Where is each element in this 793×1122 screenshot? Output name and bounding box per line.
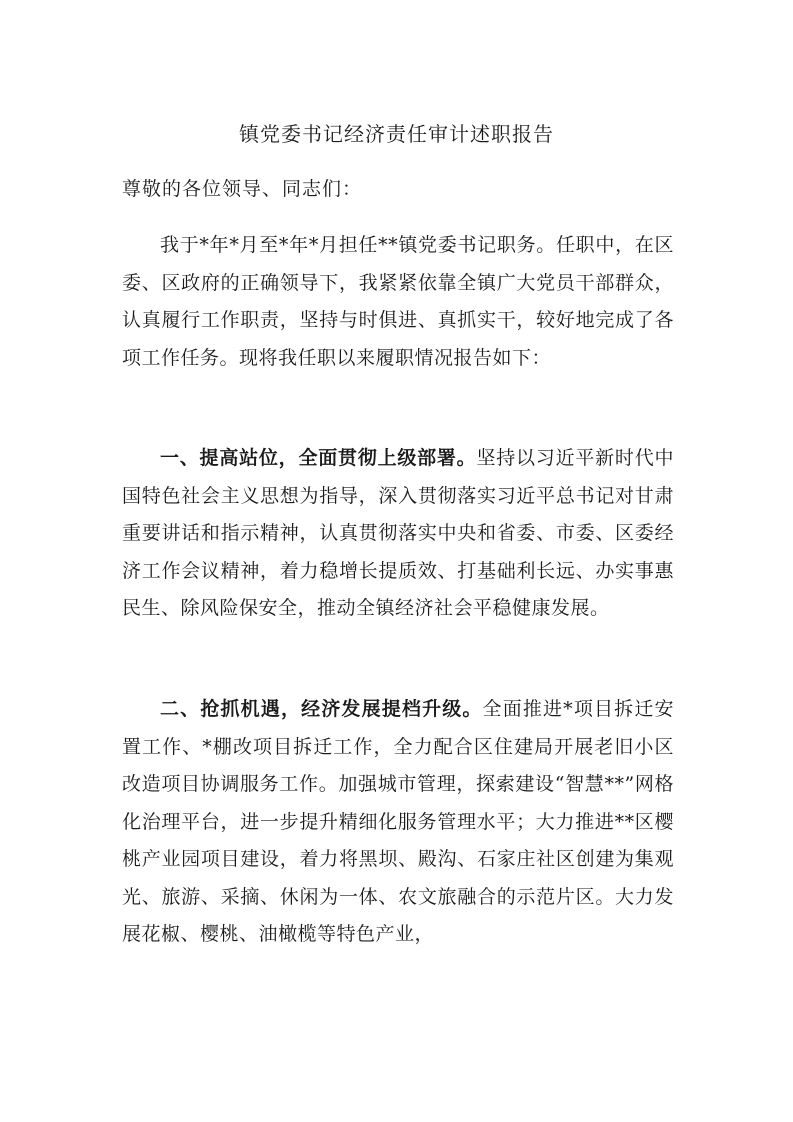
paragraph-lead: 一、提高站位，全面贯彻上级部署。 (160, 447, 477, 469)
paragraph-text: 坚持以习近平新时代中国特色社会主义思想为指导，深入贯彻落实习近平总书记对甘肃重要讲话和指示精神，认真贯彻落实中央和省委、市委、区委经济工作会议精神，着力稳增长提质效、打基础利长远、办实事惠民生、除风险保安全，推动全镇经济社会平稳健康发展。 (122, 447, 674, 619)
paragraph-section-2 (122, 691, 674, 954)
paragraph-lead: 二、抢抓机遇，经济发展提档升级。 (160, 698, 483, 720)
paragraph-text: 我于*年*月至*年*月担任**镇党委书记职务。任职中，在区委、区政府的正确领导下，我紧紧依靠全镇广大党员干部群众，认真履行工作职责，坚持与时俱进、真抓实干，较好地完成了各项工作任务。现将我任职以来履职情况报告如下： (122, 234, 674, 369)
paragraph-text: 全面推进*项目拆迁安置工作、*棚改项目拆迁工作，全力配合区住建局开展老旧小区改造项目协调服务工作。加强城市管理，探索建设“智慧**”网格化治理平台，进一步提升精细化服务管理水平；大力推进**区樱桃产业园项目建设，着力将黑坝、殿沟、石家庄社区创建为集观光、旅游、采摘、休闲为一体、农文旅融合的示范片区。大力发展花椒、樱桃、油橄榄等特色产业， (122, 698, 674, 945)
salutation: 尊敬的各位领导、同志们： (122, 178, 363, 200)
paragraph-intro (122, 227, 674, 377)
document-title: 镇党委书记经济责任审计述职报告 (239, 122, 554, 146)
paragraph-section-1 (122, 440, 674, 628)
